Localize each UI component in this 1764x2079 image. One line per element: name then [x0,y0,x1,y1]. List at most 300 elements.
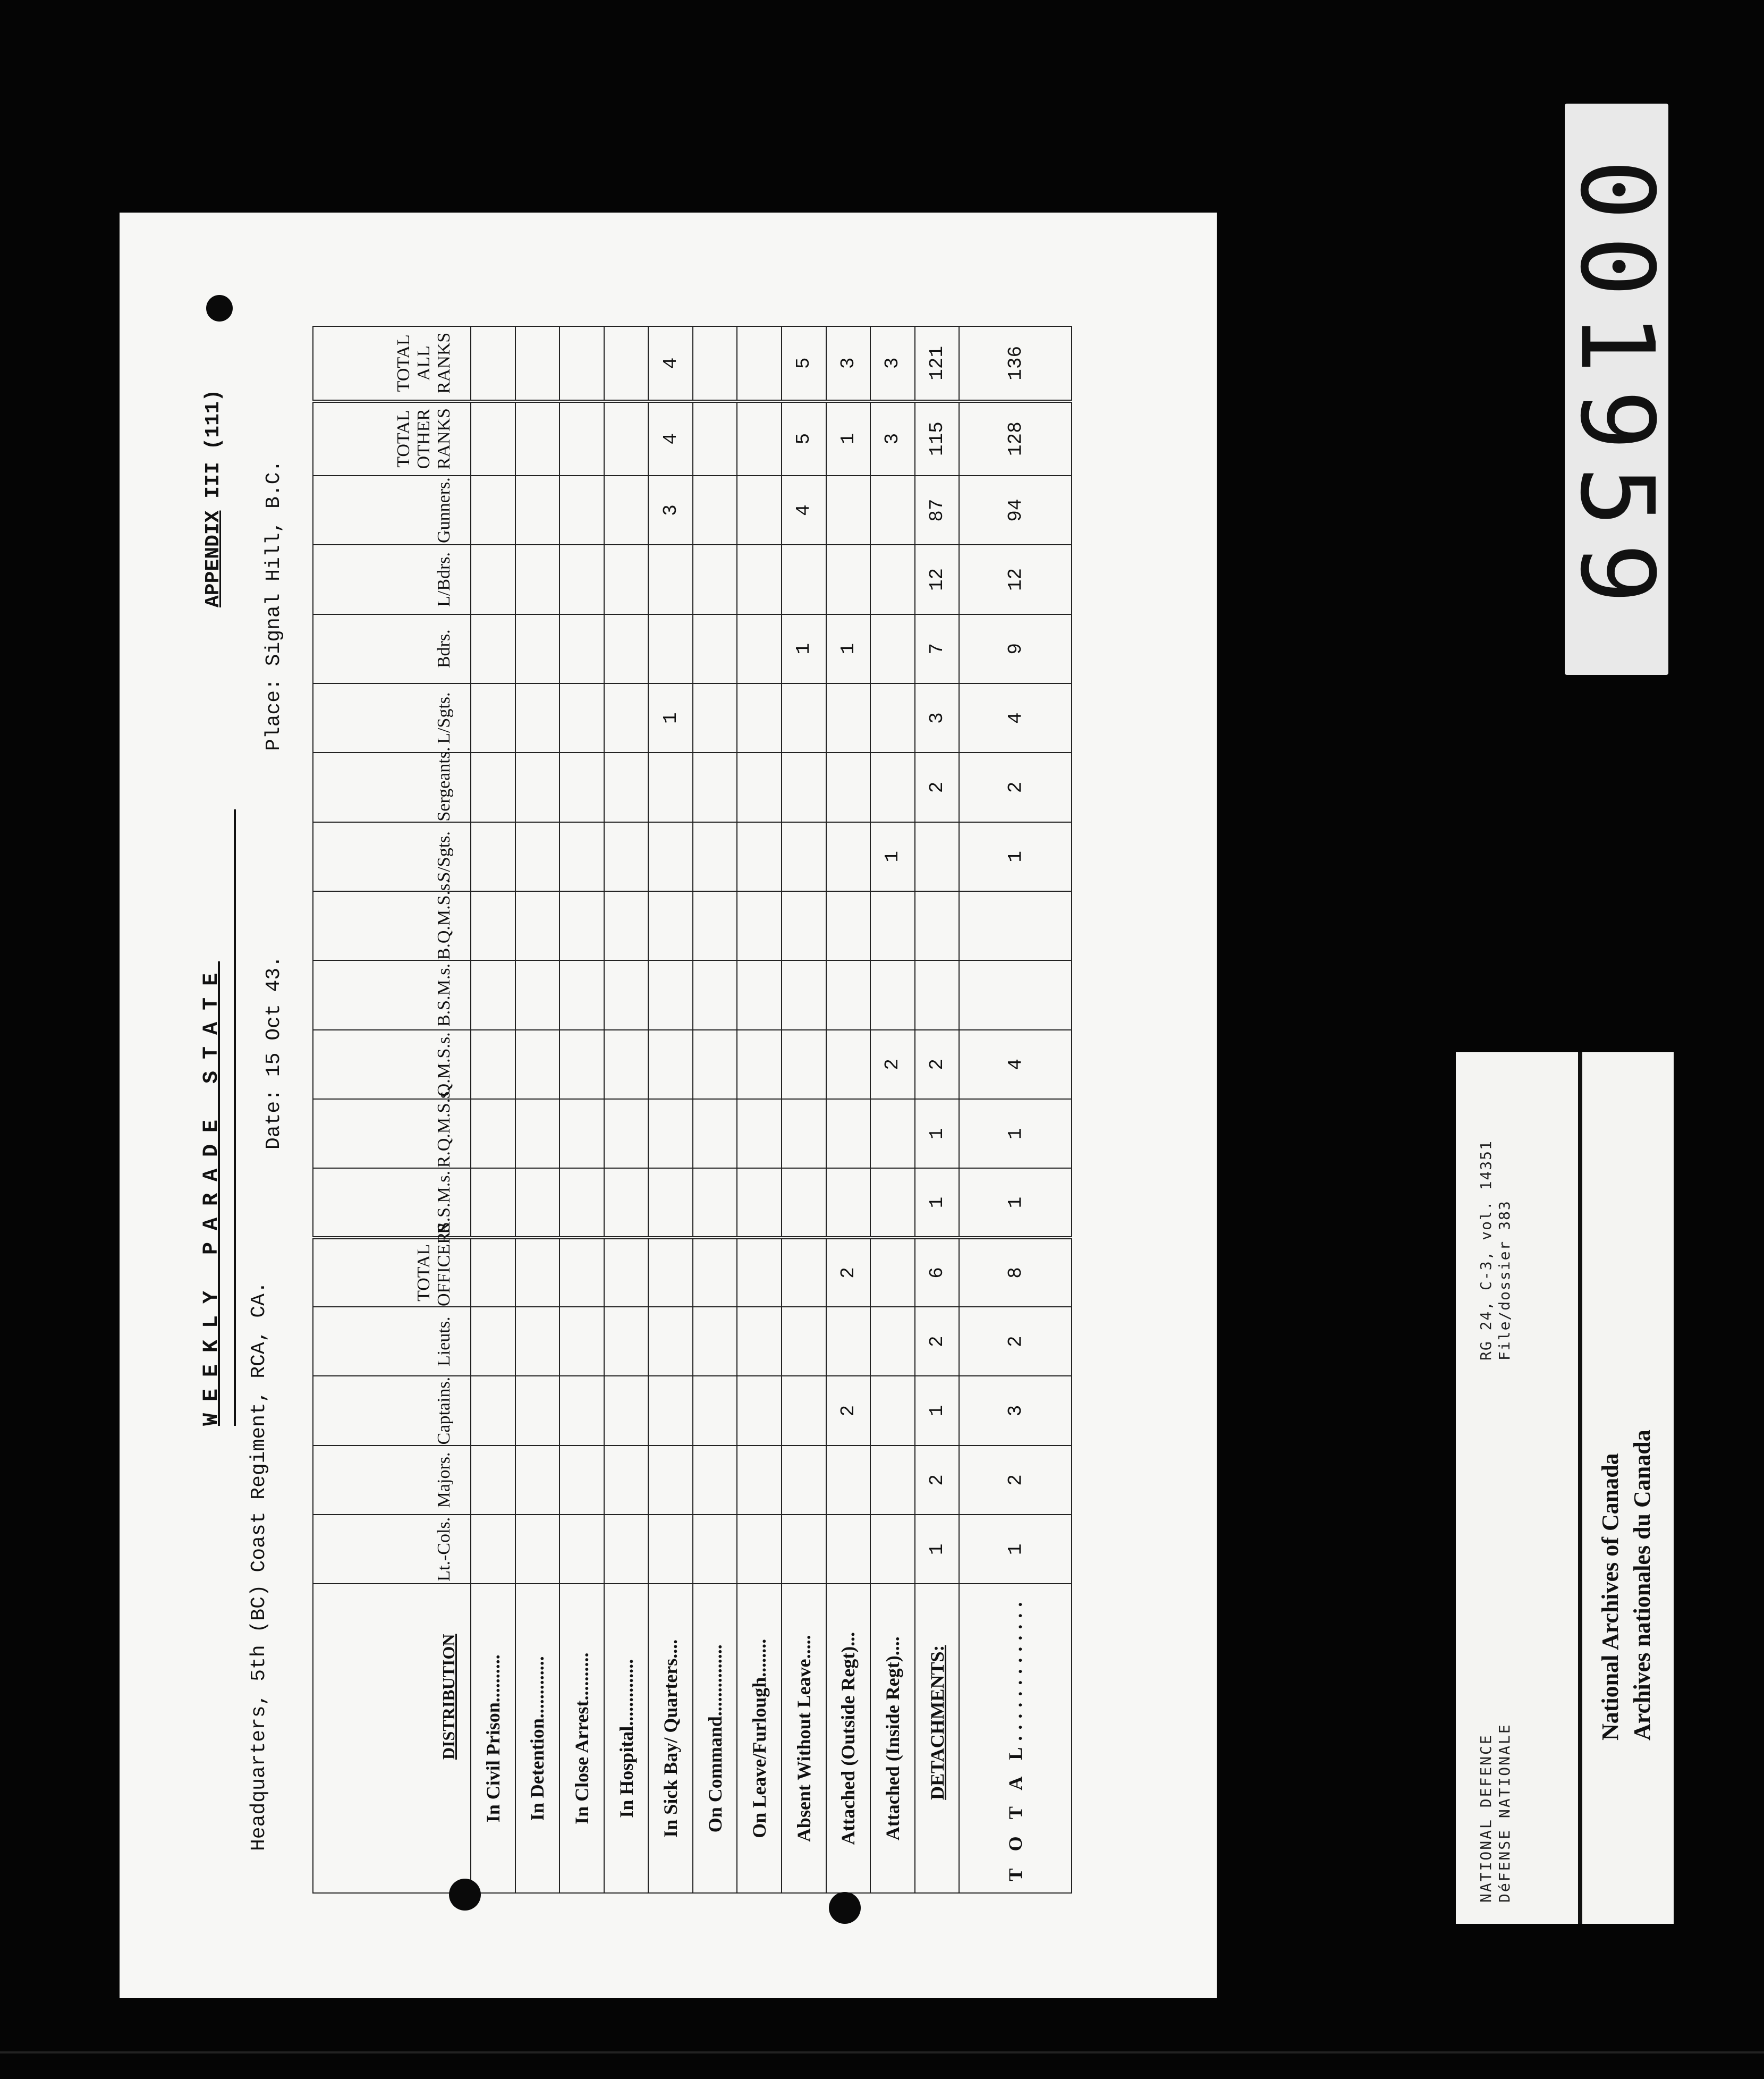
table-cell [559,822,604,891]
appendix-label [202,390,225,607]
table-cell [737,1238,782,1307]
table-cell [826,1307,871,1376]
table-cell: 1 [959,1168,1072,1237]
table-cell [559,401,604,476]
row-label: In Close Arrest.......... [559,1584,604,1893]
table-cell [515,1307,560,1376]
column-header [313,879,471,960]
table-row [515,326,560,1893]
column-header [313,1087,471,1168]
table-cell: 4 [959,683,1072,753]
table-cell [648,960,693,1029]
table-cell [826,822,871,891]
table-row [693,326,737,1893]
table-cell [559,683,604,753]
table-cell [737,476,782,545]
table-row [471,326,515,1893]
table-cell [826,1030,871,1099]
table-cell: 115 [915,401,960,476]
table-cell [737,1446,782,1515]
table-cell [471,401,515,476]
table-cell [515,960,560,1029]
row-label: On Leave/Furlough........ [737,1584,782,1893]
column-header [313,1307,471,1376]
table-cell [870,1307,915,1376]
column-header [313,822,471,891]
column-header-label: Majors. [434,1452,454,1508]
archives-name-fr: Archives nationales du Canada [1629,1430,1655,1740]
table-cell: 94 [959,476,1072,545]
table-cell [693,1307,737,1376]
table-cell [693,614,737,683]
table-cell: 1 [870,822,915,891]
table-cell [648,1238,693,1307]
table-cell [870,960,915,1029]
table-cell [515,545,560,614]
table-cell [604,1168,649,1237]
column-header-label: S/Sgts. [434,831,454,882]
row-label: Attached (Inside Regt).... [870,1584,915,1893]
table-cell [559,1238,604,1307]
table-cell [559,1376,604,1445]
column-header [313,545,471,614]
table-cell [471,960,515,1029]
column-header [313,1222,471,1307]
table-cell: 2 [870,1030,915,1099]
table-cell [737,1030,782,1099]
table-cell [737,1515,782,1584]
column-header-label: Q.M.S.s. [434,1032,454,1097]
table-cell [915,822,960,891]
table-cell [870,891,915,960]
table-cell [826,545,871,614]
table-cell [693,401,737,476]
table-cell [515,476,560,545]
column-header-label: L/Bdrs. [434,552,454,607]
table-cell [559,614,604,683]
table-cell [693,545,737,614]
column-header [313,683,471,753]
table-cell: 9 [959,614,1072,683]
table-cell [604,960,649,1029]
table-cell [515,1376,560,1445]
table-cell [515,1238,560,1307]
table-cell: 1 [915,1515,960,1584]
table-cell [826,1446,871,1515]
column-header-label: B.S.M.s. [434,963,454,1027]
table-cell [870,1099,915,1168]
table-cell [604,1376,649,1445]
table-cell: 136 [959,326,1072,401]
table-cell [870,683,915,753]
table-cell [648,1099,693,1168]
table-cell: 128 [959,401,1072,476]
table-cell [826,683,871,753]
table-cell: 12 [915,545,960,614]
table-row [782,326,826,1893]
table-cell [515,1446,560,1515]
row-label: Attached (Outside Regt)... [826,1584,871,1893]
table-row [870,326,915,1893]
table-cell: 3 [870,401,915,476]
table-cell [737,891,782,960]
table-cell: 4 [959,1030,1072,1099]
table-cell [648,545,693,614]
table-cell [782,1168,826,1237]
table-row [648,326,693,1893]
table-cell [737,1168,782,1237]
table-cell [782,1376,826,1445]
table-cell [826,753,871,822]
table-cell [648,1307,693,1376]
table-cell [693,960,737,1029]
title-underline [234,809,236,1426]
distribution-header-label: DISTRIBUTION [439,1634,458,1760]
table-cell [693,1168,737,1237]
table-cell [559,753,604,822]
row-label: In Civil Prison.......... [471,1584,515,1893]
table-cell: 1 [782,614,826,683]
column-header [313,326,471,401]
table-cell [826,1099,871,1168]
column-header-label: R.Q.M.S.s. [434,1087,454,1168]
column-header-label: Lieuts. [434,1316,454,1366]
table-cell: 1 [826,401,871,476]
table-cell: 7 [915,614,960,683]
table-cell [559,1099,604,1168]
table-cell [559,545,604,614]
table-cell: 2 [826,1376,871,1445]
row-label: Absent Without Leave..... [782,1584,826,1893]
table-cell [915,960,960,1029]
table-cell [515,683,560,753]
table-cell [693,891,737,960]
distribution-header [313,1584,471,1893]
column-header [313,614,471,683]
table-cell [471,476,515,545]
dept-en: NATIONAL DEFENCE [1477,1734,1495,1903]
table-cell [604,891,649,960]
table-body [471,326,1072,1893]
table-cell [693,753,737,822]
table-cell [604,401,649,476]
table-cell [782,1030,826,1099]
table-cell [648,891,693,960]
table-cell [737,822,782,891]
table-cell: 4 [648,401,693,476]
table-cell [515,822,560,891]
archive-label [1456,1052,1674,1924]
form-place: Place: Signal Hill, B.C. [262,460,285,751]
parade-state-table [312,326,1072,1894]
column-header-label: Captains. [434,1376,454,1445]
table-cell [559,1446,604,1515]
table-cell [870,753,915,822]
table-cell [515,1099,560,1168]
binder-hole [449,1879,481,1911]
unit-name: Headquarters, 5th (BC) Coast Regiment, RCA, CA. [248,1281,270,1851]
table-cell [782,960,826,1029]
table-cell [559,1030,604,1099]
row-label: T O T A L............. [959,1584,1072,1893]
table-cell [915,891,960,960]
table-cell [559,326,604,401]
table-cell [693,1446,737,1515]
table-cell [515,1168,560,1237]
table-cell [471,753,515,822]
table-cell [782,753,826,822]
appendix-number: III (111) [202,389,225,498]
table-cell: 2 [959,753,1072,822]
appendix-word: APPENDIX [202,510,225,607]
column-header [313,1446,471,1515]
table-cell [559,1515,604,1584]
table-cell [959,891,1072,960]
table-cell [693,476,737,545]
table-cell: 1 [959,822,1072,891]
table-cell [604,1238,649,1307]
table-cell [737,545,782,614]
table-cell [604,753,649,822]
column-header-label: R.S.M.s. [434,1171,454,1235]
table-row [604,326,649,1893]
table-cell [515,401,560,476]
table-cell [693,326,737,401]
table-cell [826,891,871,960]
table-cell [737,614,782,683]
table-cell [870,1168,915,1237]
table-cell [870,614,915,683]
table-cell [471,1030,515,1099]
table-cell [515,326,560,401]
table-cell [471,1446,515,1515]
table-cell [782,1446,826,1515]
table-cell [693,822,737,891]
label-divider [1578,1052,1582,1924]
column-header [313,1515,471,1584]
table-cell: 1 [959,1099,1072,1168]
table-cell: 2 [826,1238,871,1307]
table-cell [648,1446,693,1515]
column-header [313,476,471,545]
table-cell [604,822,649,891]
table-cell [870,1515,915,1584]
table-cell [826,1168,871,1237]
table-cell [737,401,782,476]
row-label: On Command............... [693,1584,737,1893]
table-cell [648,822,693,891]
table-row [826,326,871,1893]
table-cell [471,1099,515,1168]
binder-hole [829,1892,861,1924]
column-header-label: L/Sgts. [434,692,454,744]
table-cell [782,683,826,753]
table-row [559,326,604,1893]
table-cell [471,1307,515,1376]
total-row [959,326,1072,1893]
table-row [915,326,960,1893]
column-header [313,1030,471,1099]
table-cell [471,1515,515,1584]
table-cell: 1 [648,683,693,753]
table-cell: 87 [915,476,960,545]
table-cell [604,683,649,753]
table-cell [826,1515,871,1584]
table-cell [604,1307,649,1376]
table-cell [782,891,826,960]
row-label: In Hospital.............. [604,1584,649,1893]
archive-reference: RG 24, C-3, vol. 14351 [1477,1140,1495,1360]
table-cell [559,1307,604,1376]
table-cell [782,822,826,891]
table-cell [604,476,649,545]
frame-number: 001959 [1558,159,1675,620]
archive-file: File/dossier 383 [1496,1200,1513,1360]
table-cell [782,1307,826,1376]
table-cell [515,753,560,822]
table-cell [870,1376,915,1445]
table-cell: 3 [648,476,693,545]
table-cell: 1 [915,1168,960,1237]
table-cell: 2 [915,1446,960,1515]
table-cell: 8 [959,1238,1072,1307]
table-cell: 12 [959,545,1072,614]
table-cell [604,614,649,683]
table-cell: 2 [915,1307,960,1376]
form-header [190,299,312,1894]
frame-number-stamp [1558,104,1675,675]
table-cell: 3 [870,326,915,401]
table-cell: 2 [959,1446,1072,1515]
table-cell: 1 [915,1376,960,1445]
table-cell [693,1238,737,1307]
table-cell [693,1515,737,1584]
table-cell [870,1446,915,1515]
table-cell [693,1030,737,1099]
column-header-label: Bdrs. [434,629,454,669]
table-cell [737,1099,782,1168]
table-cell [870,545,915,614]
table-cell [782,1515,826,1584]
table-cell [559,1168,604,1237]
table-cell [648,1168,693,1237]
table-cell [471,891,515,960]
table-cell [648,1515,693,1584]
table-cell [693,1376,737,1445]
table-cell [471,822,515,891]
table-row [737,326,782,1893]
row-label: In Detention............. [515,1584,560,1893]
column-header-label: Lt.-Cols. [434,1517,454,1582]
table-cell: 4 [648,326,693,401]
table-cell [870,1238,915,1307]
row-label: DETACHMENTS: [915,1584,960,1893]
table-cell [782,545,826,614]
table-cell [870,476,915,545]
table-cell [826,476,871,545]
table-cell [471,683,515,753]
table-cell [782,1238,826,1307]
column-header-label: B.Q.M.S.s. [434,879,454,960]
form-title: WEEKLY PARADE STATE [200,961,224,1426]
table-cell [559,476,604,545]
form-date: Date: 15 Oct 43. [262,956,285,1150]
table-cell [515,891,560,960]
table-cell: 4 [782,476,826,545]
table-cell [782,1099,826,1168]
table-cell [826,960,871,1029]
table-cell [648,614,693,683]
column-header [313,401,471,476]
table-cell: 3 [826,326,871,401]
table-cell [515,1030,560,1099]
table-cell: 1 [826,614,871,683]
table-cell [471,1238,515,1307]
table-header-row [313,326,471,1893]
table-cell [604,326,649,401]
table-cell [737,753,782,822]
table-cell [648,1030,693,1099]
column-header [313,960,471,1029]
table-cell [693,1099,737,1168]
table-cell: 3 [915,683,960,753]
table-cell [471,326,515,401]
table-cell [737,326,782,401]
table-cell [604,545,649,614]
table-cell [604,1099,649,1168]
table-cell [959,960,1072,1029]
table-cell [737,960,782,1029]
table-cell [604,1446,649,1515]
table-cell [559,891,604,960]
row-label: In Sick Bay/ Quarters.... [648,1584,693,1893]
table-cell: 5 [782,401,826,476]
column-header-label: Gunners. [434,477,454,543]
frame-edge [0,2051,1764,2053]
table-cell [693,683,737,753]
table-cell [737,1376,782,1445]
column-header [313,1168,471,1237]
table-cell [471,545,515,614]
table-cell: 2 [915,1030,960,1099]
table-cell [604,1515,649,1584]
column-header-label: TOTAL OFFICERS [414,1222,454,1307]
table-cell: 1 [959,1515,1072,1584]
column-header [313,1376,471,1445]
table-cell: 2 [959,1307,1072,1376]
table-cell: 6 [915,1238,960,1307]
table-cell [604,1030,649,1099]
table-cell [471,1376,515,1445]
column-header [313,747,471,822]
table-cell [515,1515,560,1584]
table-cell [648,753,693,822]
table-cell [737,683,782,753]
table-cell: 3 [959,1376,1072,1445]
dept-fr: DéFENSE NATIONALE [1496,1723,1513,1903]
column-header-label: TOTAL OTHER RANKS [394,408,454,470]
archives-name-en: National Archives of Canada [1597,1453,1623,1740]
table-cell [559,960,604,1029]
table-cell: 2 [915,753,960,822]
table-cell [515,614,560,683]
table-cell [737,1307,782,1376]
table-cell: 1 [915,1099,960,1168]
column-header-label: Sergeants. [434,747,454,822]
table-cell: 121 [915,326,960,401]
column-header-label: TOTAL ALL RANKS [394,332,454,394]
parade-state-form [190,299,1147,1894]
